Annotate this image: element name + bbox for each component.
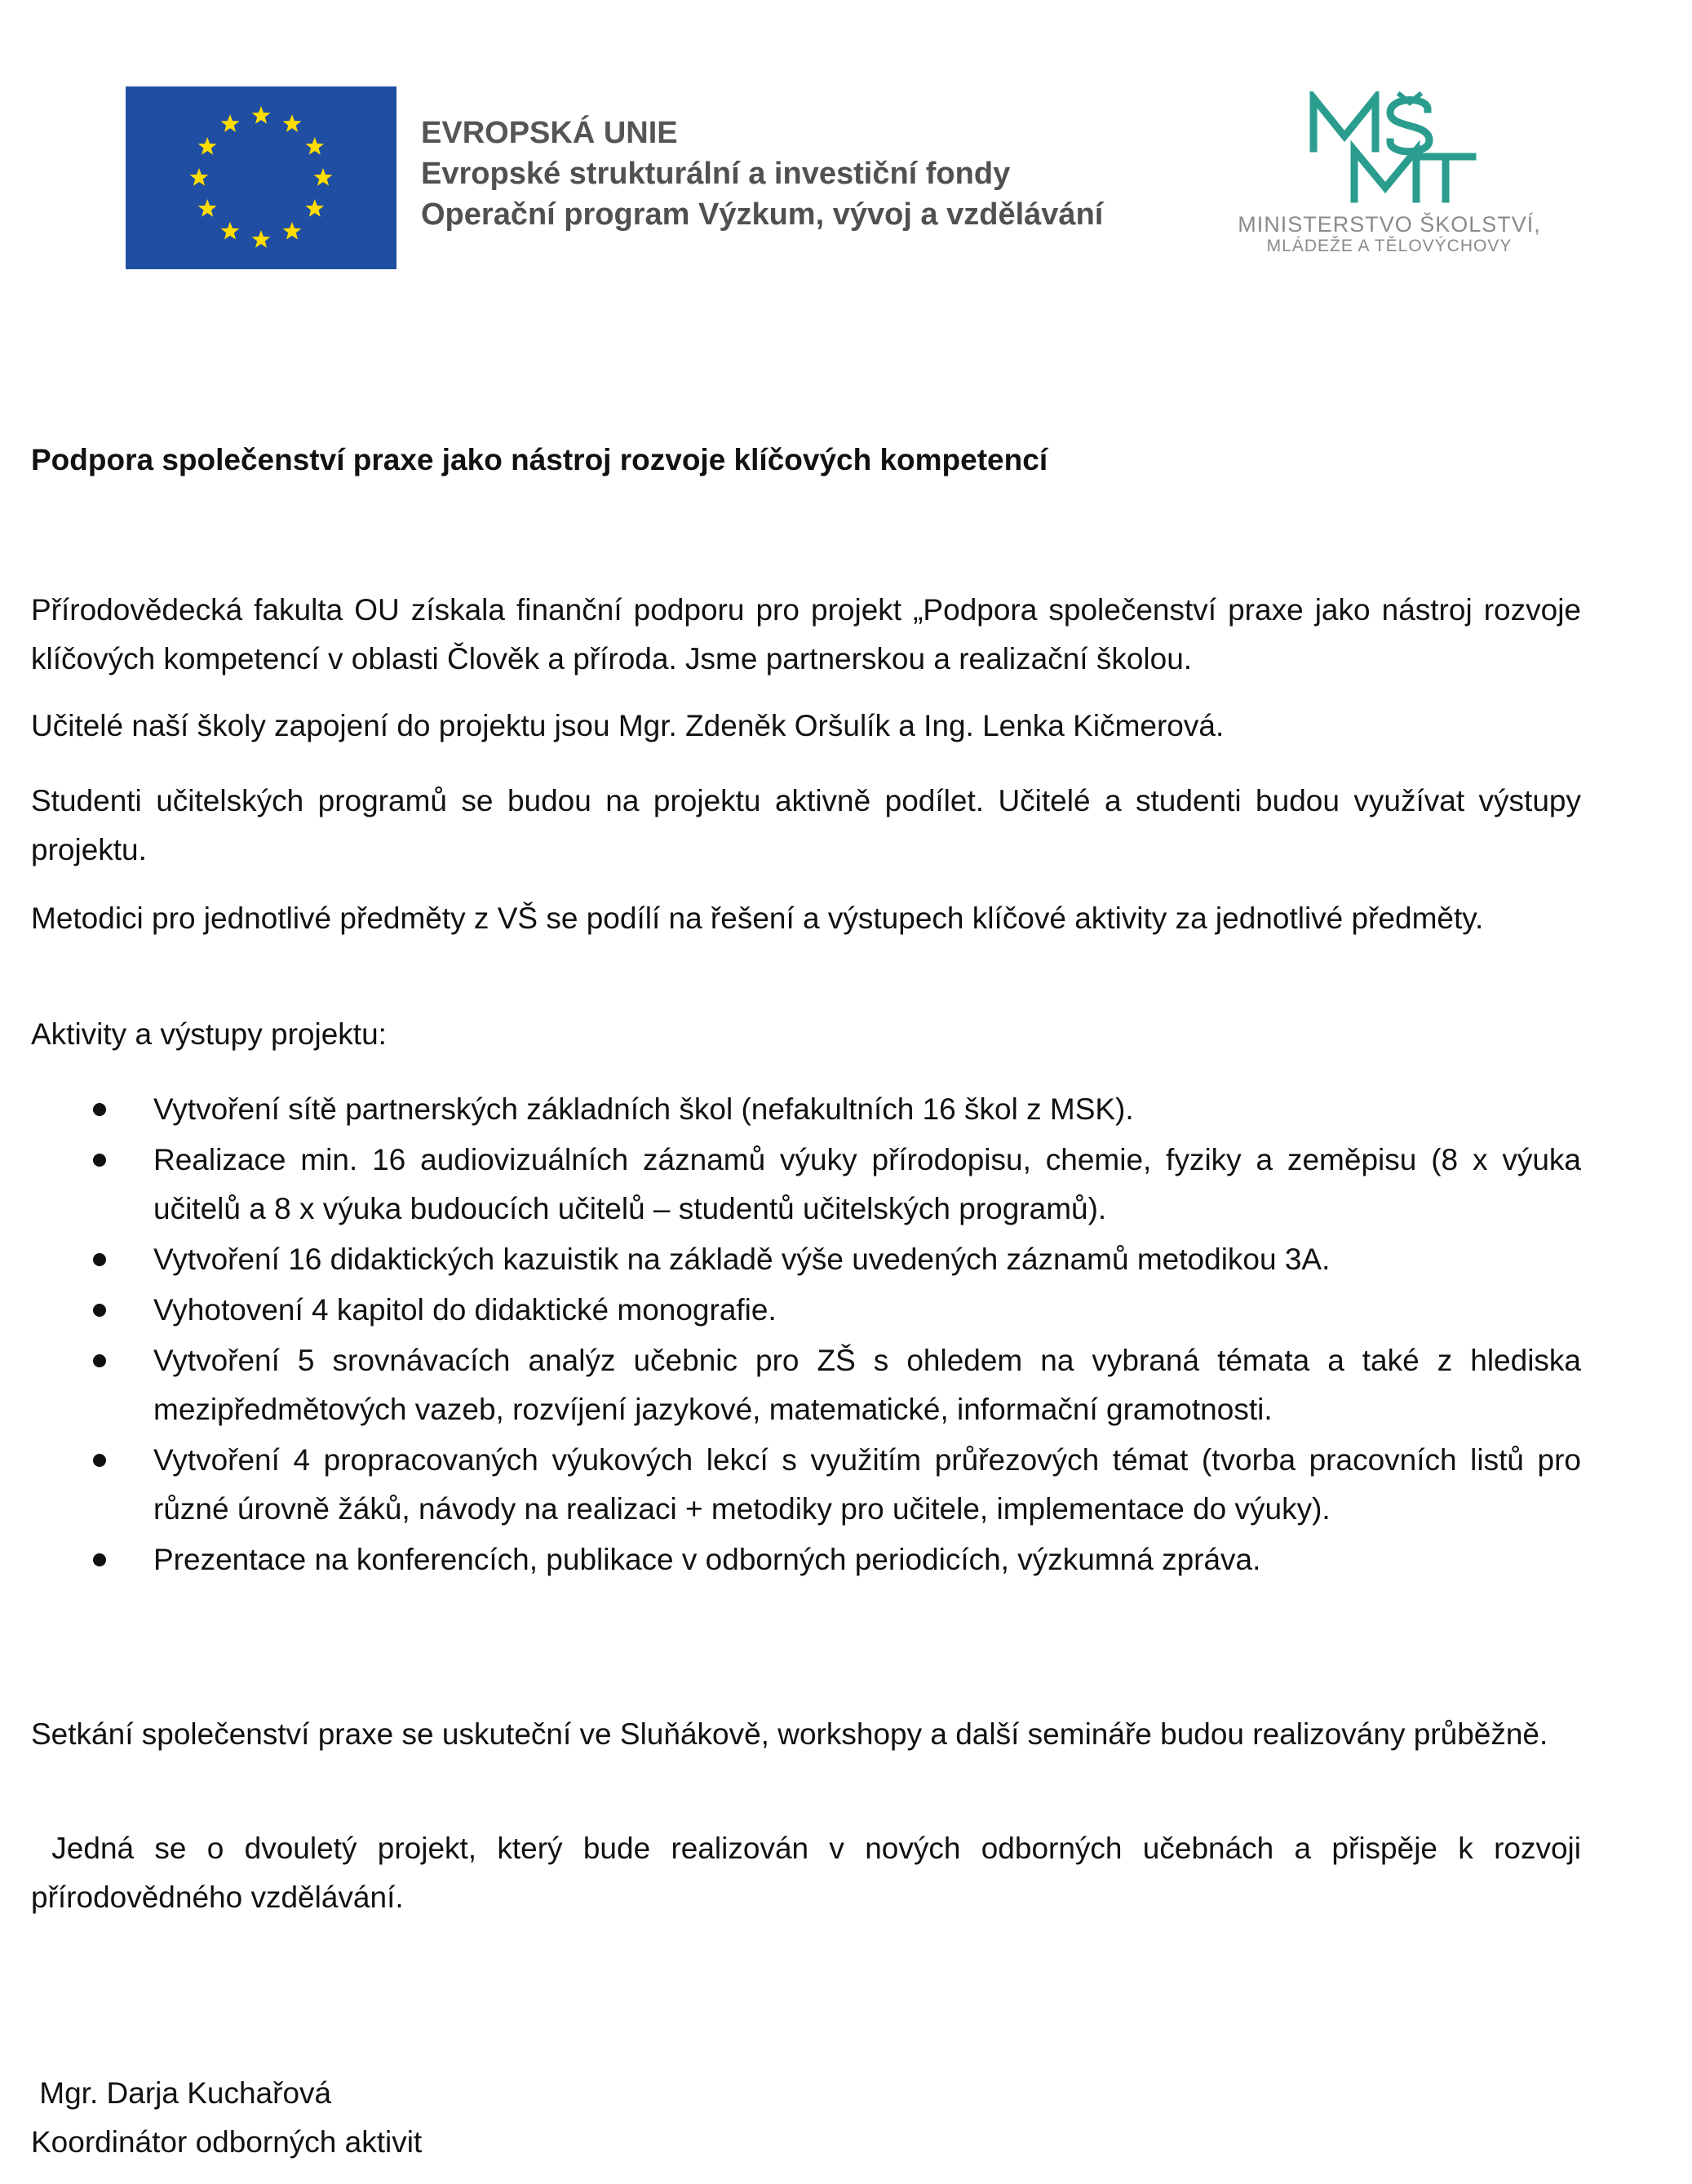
eu-star-icon bbox=[198, 137, 217, 155]
bullet-icon bbox=[93, 1354, 106, 1367]
bullet-icon bbox=[93, 1253, 106, 1266]
paragraph-meetings: Setkání společenství praxe se uskuteční ve Sluňákově, workshopy a další semináře budou realizovány průběžně. bbox=[31, 1717, 1548, 1751]
eu-star-icon bbox=[221, 114, 240, 132]
list-item bbox=[31, 1336, 1581, 1434]
eu-star-icon bbox=[252, 230, 271, 248]
eu-flag-icon bbox=[126, 86, 396, 269]
paragraph-methodologists: Metodici pro jednotlivé předměty z VŠ se podílí na řešení a výstupech klíčové aktivity za jednotlivé předměty. bbox=[31, 902, 1484, 935]
list-item-text: Vyhotovení 4 kapitol do didaktické monografie. bbox=[153, 1293, 777, 1327]
eu-logo-line-1: EVROPSKÁ UNIE bbox=[421, 116, 678, 150]
eu-logo bbox=[126, 86, 1145, 269]
bullet-icon bbox=[93, 1454, 106, 1467]
list-item bbox=[31, 1235, 1581, 1284]
msmt-logo-text bbox=[1206, 212, 1573, 256]
msmt-mark-icon bbox=[1305, 91, 1477, 210]
list-item bbox=[31, 1085, 1581, 1134]
eu-stars-icon bbox=[126, 86, 396, 269]
eu-logo-text bbox=[421, 113, 1155, 235]
activities-list bbox=[31, 1085, 1581, 1586]
msmt-logo-line-1: MINISTERSTVO ŠKOLSTVÍ, bbox=[1238, 212, 1541, 237]
eu-logo-line-3: Operační program Výzkum, vývoj a vzdělávání bbox=[421, 197, 1104, 232]
msmt-logo-line-2: MLÁDEŽE A TĚLOVÝCHOVY bbox=[1266, 237, 1513, 255]
bullet-icon bbox=[93, 1103, 106, 1116]
eu-logo-line-2: Evropské strukturální a investiční fondy bbox=[421, 157, 1011, 191]
signature-name: Mgr. Darja Kuchařová bbox=[31, 2076, 332, 2110]
eu-star-icon bbox=[221, 222, 240, 240]
signature-role: Koordinátor odborných aktivit bbox=[31, 2125, 423, 2159]
eu-star-icon bbox=[305, 199, 324, 217]
list-item bbox=[31, 1136, 1581, 1234]
list-item-text: Realizace min. 16 audiovizuálních záznamů výuky přírodopisu, chemie, fyziky a zeměpisu (8 x výuka učitelů a 8 x výuka budoucích učitelů – studentů učitelských programů). bbox=[153, 1143, 1581, 1225]
eu-star-icon bbox=[283, 222, 302, 240]
eu-star-icon bbox=[252, 106, 271, 124]
list-item bbox=[31, 1286, 1581, 1335]
msmt-logo bbox=[1206, 91, 1573, 279]
list-item-text: Vytvoření 16 didaktických kazuistik na základě výše uvedených záznamů metodikou 3A. bbox=[153, 1243, 1331, 1276]
list-item-text: Vytvoření 5 srovnávacích analýz učebnic pro ZŠ s ohledem na vybraná témata a také z hlediska mezipředmětových vazeb, rozvíjení jazykové, matematické, informační gramotnosti. bbox=[153, 1344, 1581, 1426]
document-title: Podpora společenství praxe jako nástroj rozvoje klíčových kompetencí bbox=[31, 443, 1048, 476]
paragraph-intro: Přírodovědecká fakulta OU získala finanční podporu pro projekt „Podpora společenství praxe jako nástroj rozvoje klíčových kompetencí v oblasti Člověk a příroda. Jsme partnerskou a realizační školou. bbox=[31, 593, 1581, 676]
eu-star-icon bbox=[314, 168, 333, 186]
paragraph-activities-heading: Aktivity a výstupy projektu: bbox=[31, 1017, 387, 1051]
eu-star-icon bbox=[190, 168, 209, 186]
bullet-icon bbox=[93, 1154, 106, 1167]
eu-star-icon bbox=[305, 137, 324, 155]
list-item-text: Vytvoření sítě partnerských základních škol (nefakultních 16 škol z MSK). bbox=[153, 1092, 1134, 1126]
paragraph-students: Studenti učitelských programů se budou na projektu aktivně podílet. Učitelé a studenti budou využívat výstupy projektu. bbox=[31, 784, 1581, 866]
paragraph-teachers: Učitelé naší školy zapojení do projektu jsou Mgr. Zdeněk Oršulík a Ing. Lenka Kičmerová. bbox=[31, 709, 1225, 742]
bullet-icon bbox=[93, 1304, 106, 1317]
list-item-text: Prezentace na konferencích, publikace v odborných periodicích, výzkumná zpráva. bbox=[153, 1543, 1261, 1576]
list-item bbox=[31, 1436, 1581, 1534]
list-item-text: Vytvoření 4 propracovaných výukových lekcí s využitím průřezových témat (tvorba pracovních listů pro různé úrovně žáků, návody na realizaci + metodiky pro učitele, implementace do výuky). bbox=[153, 1443, 1581, 1526]
eu-star-icon bbox=[198, 199, 217, 217]
list-item bbox=[31, 1535, 1581, 1584]
paragraph-project-duration: Jedná se o dvouletý projekt, který bude realizován v nových odborných učebnách a přispěje k rozvoji přírodovědného vzdělávání. bbox=[31, 1832, 1590, 1914]
bullet-icon bbox=[93, 1553, 106, 1566]
eu-star-icon bbox=[283, 114, 302, 132]
